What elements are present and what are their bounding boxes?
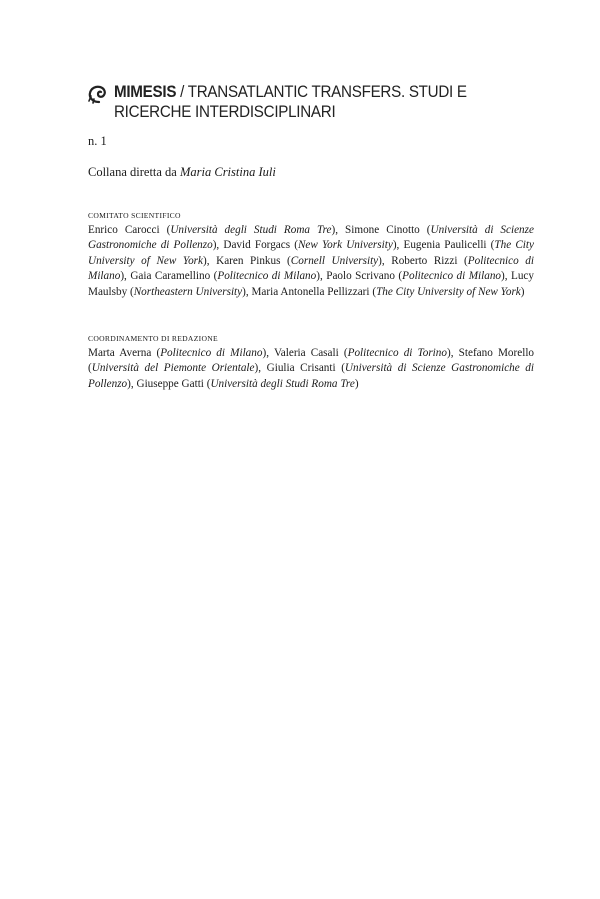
member-affiliation: Università degli Studi Roma Tre bbox=[170, 224, 332, 236]
editorial-coordination-heading: COORDINAMENTO DI REDAZIONE bbox=[88, 334, 218, 343]
member-name: Giulia Crisanti bbox=[266, 362, 336, 375]
member-affiliation: Università del Piemonte Orientale bbox=[91, 362, 255, 375]
scientific-committee bbox=[88, 210, 534, 300]
member-affiliation: Università di Scienze Gastronomiche di Pollenzo bbox=[88, 362, 534, 390]
member-name: Maria Antonella Pellizzari bbox=[251, 285, 370, 298]
editorial-coordination-list: Marta Averna (Politecnico di Milano), Valeria Casali (Politecnico di Torino), Stefano Morello (Università del Piemonte Orientale), Giulia Crisanti (Università di Scienze Gastronomiche di Pollenzo), Giuseppe Gatti (Università degli Studi Roma Tre) bbox=[88, 347, 535, 390]
editorial-coordination bbox=[88, 333, 534, 392]
scientific-committee-list: Enrico Carocci (Università degli Studi Roma Tre), Simone Cinotto (Università di Scienze Gastronomiche di Pollenzo), David Forgacs (New York University), Eugenia Paulicelli (The City University of New York), Karen Pinkus (Cornell University), Roberto Rizzi (Politecnico di Milano), Gaia Caramellino (Politecnico di Milano), Paolo Scrivano (Politecnico di Milano), Lucy Maulsby (Northeastern University), Maria Antonella Pellizzari (The City University of New York) bbox=[88, 224, 534, 298]
issue-number: n. 1 bbox=[88, 134, 107, 148]
member-affiliation: Politecnico di Milano bbox=[160, 347, 263, 359]
series-name: / TRANSATLANTIC TRANSFERS. STUDI E RICERCHE INTERDISCIPLINARI bbox=[114, 83, 467, 121]
member-affiliation: Politecnico di Milano bbox=[88, 254, 534, 283]
member-affiliation: Università degli Studi Roma Tre bbox=[210, 377, 355, 390]
member-affiliation: The City University of New York bbox=[376, 285, 521, 298]
member-affiliation: Politecnico di Torino bbox=[347, 347, 447, 359]
member-affiliation: New York University bbox=[297, 239, 393, 252]
member-name: Lucy Maulsby bbox=[88, 270, 534, 298]
member-name: Marta Averna bbox=[88, 347, 152, 359]
member-affiliation: Università di Scienze Gastronomiche di Pollenzo bbox=[88, 224, 534, 252]
member-name: David Forgacs bbox=[223, 239, 291, 252]
member-name: Roberto Rizzi bbox=[391, 254, 458, 267]
member-name: Paolo Scrivano bbox=[326, 270, 395, 283]
member-affiliation: Cornell University bbox=[290, 254, 379, 267]
member-name: Enrico Carocci bbox=[88, 224, 160, 236]
member-affiliation: Politecnico di Milano bbox=[402, 270, 502, 283]
member-name: Gaia Caramellino bbox=[130, 270, 211, 283]
series-director bbox=[88, 164, 276, 180]
member-affiliation: Northeastern University bbox=[133, 285, 243, 298]
member-affiliation: The City University of New York bbox=[88, 239, 534, 267]
spiral-shell-icon bbox=[88, 84, 110, 104]
series-header bbox=[88, 82, 528, 122]
director-label: Collana diretta da bbox=[88, 165, 180, 179]
member-name: Simone Cinotto bbox=[345, 224, 420, 236]
scientific-committee-heading: COMITATO SCIENTIFICO bbox=[88, 211, 181, 220]
member-name: Stefano Morello bbox=[458, 347, 535, 359]
member-name: Valeria Casali bbox=[273, 347, 339, 359]
series-brand: MIMESIS bbox=[114, 83, 177, 101]
series-title bbox=[114, 82, 495, 122]
member-name: Karen Pinkus bbox=[216, 254, 281, 267]
member-name: Giuseppe Gatti bbox=[136, 377, 204, 390]
member-name: Eugenia Paulicelli bbox=[403, 239, 487, 252]
member-affiliation: Politecnico di Milano bbox=[217, 270, 317, 283]
director-name: Maria Cristina Iuli bbox=[179, 165, 276, 179]
